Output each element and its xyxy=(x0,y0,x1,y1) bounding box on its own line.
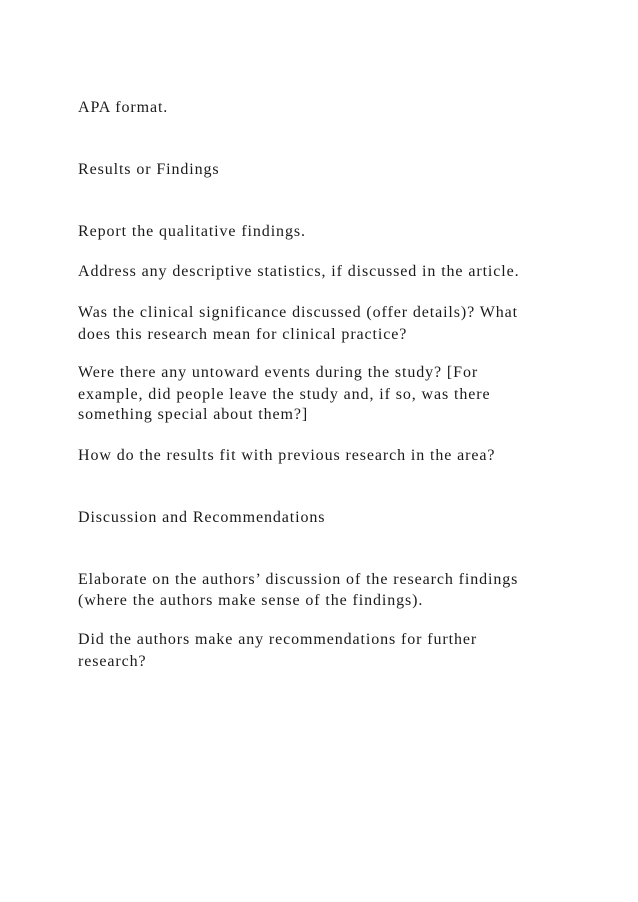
apa-format-line: APA format. xyxy=(78,99,169,116)
elaborate-line-2: (where the authors make sense of the findings). xyxy=(78,592,424,609)
recommendations-line-1: Did the authors make any recommendations for further xyxy=(78,631,478,648)
clinical-significance-line-1: Was the clinical significance discussed (offer details)? What xyxy=(78,304,518,321)
elaborate-line-1: Elaborate on the authors’ discussion of the research findings xyxy=(78,571,519,588)
recommendations-line-2: research? xyxy=(78,653,147,670)
qualitative-findings-line: Report the qualitative findings. xyxy=(78,223,306,240)
descriptive-statistics-line: Address any descriptive statistics, if discussed in the article. xyxy=(78,263,520,280)
discussion-heading: Discussion and Recommendations xyxy=(78,509,326,526)
untoward-events-line-3: something special about them?] xyxy=(78,406,309,423)
previous-research-line: How do the results fit with previous research in the area? xyxy=(78,447,496,464)
results-heading: Results or Findings xyxy=(78,161,220,178)
untoward-events-line-2: example, did people leave the study and, if so, was there xyxy=(78,386,491,403)
untoward-events-line-1: Were there any untoward events during the study? [For xyxy=(78,364,479,381)
clinical-significance-line-2: does this research mean for clinical practice? xyxy=(78,326,408,343)
